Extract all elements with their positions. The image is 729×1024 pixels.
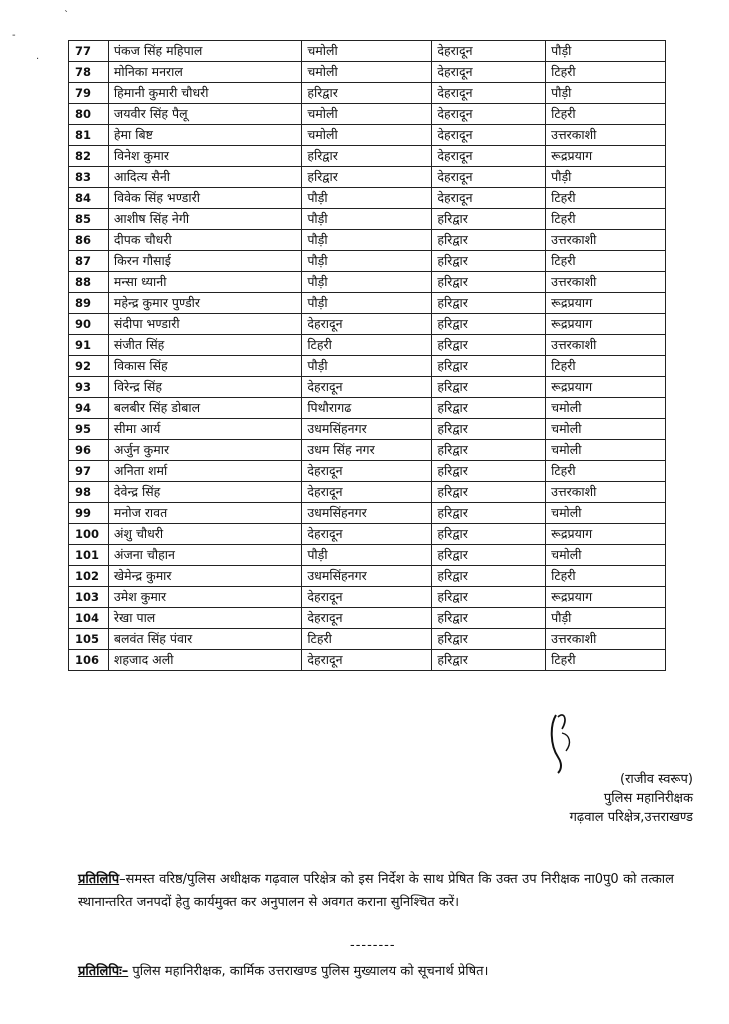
name-cell: देवेन्द्र सिंह (108, 482, 301, 503)
posting-cell: चमोली (546, 503, 666, 524)
posting-cell: टिहरी (546, 566, 666, 587)
serial-cell: 105 (69, 629, 109, 650)
posting-cell: चमोली (546, 440, 666, 461)
name-cell: अनिता शर्मा (108, 461, 301, 482)
district-cell: पौड़ी (302, 251, 432, 272)
copy-label: प्रतिलिपिः– (78, 964, 129, 979)
district-cell: देहरादून (302, 482, 432, 503)
table-row (69, 545, 666, 566)
posting-cell: उत्तरकाशी (546, 230, 666, 251)
serial-cell: 96 (69, 440, 109, 461)
name-cell: हेमा बिष्ट (108, 125, 301, 146)
serial-cell: 95 (69, 419, 109, 440)
signatory-name: (राजीव स्वरूप) (620, 772, 693, 787)
serial-cell: 77 (69, 41, 109, 62)
serial-cell: 85 (69, 209, 109, 230)
serial-cell: 91 (69, 335, 109, 356)
range-cell: देहरादून (432, 125, 546, 146)
table-row (69, 335, 666, 356)
name-cell: दीपक चौधरी (108, 230, 301, 251)
range-cell: हरिद्वार (432, 482, 546, 503)
table-row (69, 188, 666, 209)
district-cell: देहरादून (302, 587, 432, 608)
posting-cell: टिहरी (546, 188, 666, 209)
table-row (69, 293, 666, 314)
range-cell: हरिद्वार (432, 398, 546, 419)
name-cell: विरेन्द्र सिंह (108, 377, 301, 398)
name-cell: खेमेन्द्र कुमार (108, 566, 301, 587)
district-cell: देहरादून (302, 650, 432, 671)
range-cell: हरिद्वार (432, 272, 546, 293)
range-cell: हरिद्वार (432, 209, 546, 230)
district-cell: पौड़ी (302, 272, 432, 293)
posting-cell: टिहरी (546, 62, 666, 83)
posting-cell: रूद्रप्रयाग (546, 587, 666, 608)
posting-cell: चमोली (546, 545, 666, 566)
serial-cell: 97 (69, 461, 109, 482)
posting-cell: उत्तरकाशी (546, 629, 666, 650)
posting-cell: पौड़ी (546, 167, 666, 188)
posting-cell: पौड़ी (546, 608, 666, 629)
table-body (69, 41, 666, 671)
range-cell: हरिद्वार (432, 440, 546, 461)
posting-cell: चमोली (546, 398, 666, 419)
name-cell: रेखा पाल (108, 608, 301, 629)
serial-cell: 80 (69, 104, 109, 125)
table-row (69, 566, 666, 587)
serial-cell: 94 (69, 398, 109, 419)
range-cell: देहरादून (432, 167, 546, 188)
name-cell: सीमा आर्य (108, 419, 301, 440)
range-cell: हरिद्वार (432, 377, 546, 398)
copy-note-1 (78, 868, 674, 914)
name-cell: आशीष सिंह नेगी (108, 209, 301, 230)
scan-speck: ‑ (12, 30, 16, 41)
range-cell: हरिद्वार (432, 566, 546, 587)
district-cell: हरिद्वार (302, 167, 432, 188)
table-row (69, 440, 666, 461)
table-row (69, 146, 666, 167)
posting-cell: टिहरी (546, 650, 666, 671)
range-cell: हरिद्वार (432, 524, 546, 545)
range-cell: हरिद्वार (432, 629, 546, 650)
posting-cell: टिहरी (546, 251, 666, 272)
district-cell: देहरादून (302, 314, 432, 335)
serial-cell: 92 (69, 356, 109, 377)
table-row (69, 62, 666, 83)
posting-cell: रूद्रप्रयाग (546, 293, 666, 314)
district-cell: उधम सिंह नगर (302, 440, 432, 461)
range-cell: देहरादून (432, 83, 546, 104)
copy-text: –समस्त वरिष्ठ/पुलिस अधीक्षक गढ़वाल परिक्षेत्र को इस निर्देश के साथ प्रेषित कि उक्त उप निरीक्षक ना0पु0 को तत्काल स्थानान्तरित जनपदों हेतु कार्यमुक्त कर अनुपालन से अवगत कराना सुनिश्चित करें। (78, 872, 674, 910)
district-cell: देहरादून (302, 461, 432, 482)
table-row (69, 167, 666, 188)
range-cell: हरिद्वार (432, 314, 546, 335)
name-cell: विवेक सिंह भण्डारी (108, 188, 301, 209)
serial-cell: 87 (69, 251, 109, 272)
scan-speck: · (36, 54, 40, 65)
name-cell: उमेश कुमार (108, 587, 301, 608)
range-cell: देहरादून (432, 146, 546, 167)
name-cell: अर्जुन कुमार (108, 440, 301, 461)
district-cell: पौड़ी (302, 209, 432, 230)
name-cell: मनोज रावत (108, 503, 301, 524)
table-row (69, 482, 666, 503)
serial-cell: 88 (69, 272, 109, 293)
district-cell: पौड़ी (302, 545, 432, 566)
copy-note-2 (78, 960, 674, 983)
district-cell: पौड़ी (302, 188, 432, 209)
table-row (69, 587, 666, 608)
serial-cell: 78 (69, 62, 109, 83)
serial-cell: 99 (69, 503, 109, 524)
posting-cell: उत्तरकाशी (546, 335, 666, 356)
serial-cell: 86 (69, 230, 109, 251)
table-row (69, 650, 666, 671)
serial-cell: 93 (69, 377, 109, 398)
name-cell: किरन गौसाई (108, 251, 301, 272)
table-row (69, 461, 666, 482)
serial-cell: 100 (69, 524, 109, 545)
name-cell: आदित्य सैनी (108, 167, 301, 188)
name-cell: अंशु चौधरी (108, 524, 301, 545)
district-cell: उधमसिंहनगर (302, 503, 432, 524)
district-cell: चमोली (302, 125, 432, 146)
serial-cell: 79 (69, 83, 109, 104)
posting-cell: उत्तरकाशी (546, 125, 666, 146)
range-cell: देहरादून (432, 62, 546, 83)
table-row (69, 209, 666, 230)
copy-text: पुलिस महानिरीक्षक, कार्मिक उत्तराखण्ड पुलिस मुख्यालय को सूचनार्थ प्रेषित। (128, 964, 489, 979)
table-row (69, 41, 666, 62)
range-cell: हरिद्वार (432, 230, 546, 251)
name-cell: बलवंत सिंह पंवार (108, 629, 301, 650)
name-cell: संजीत सिंह (108, 335, 301, 356)
signatory-office: गढ़वाल परिक्षेत्र,उत्तराखण्ड (569, 810, 693, 825)
posting-cell: चमोली (546, 419, 666, 440)
district-cell: उधमसिंहनगर (302, 419, 432, 440)
posting-cell: पौड़ी (546, 83, 666, 104)
signatory-designation: पुलिस महानिरीक्षक (603, 791, 693, 806)
table-row (69, 629, 666, 650)
district-cell: देहरादून (302, 524, 432, 545)
posting-cell: उत्तरकाशी (546, 482, 666, 503)
range-cell: हरिद्वार (432, 608, 546, 629)
posting-cell: टिहरी (546, 104, 666, 125)
signature-block (570, 770, 693, 827)
range-cell: हरिद्वार (432, 503, 546, 524)
posting-cell: रूद्रप्रयाग (546, 524, 666, 545)
district-cell: टिहरी (302, 335, 432, 356)
serial-cell: 104 (69, 608, 109, 629)
district-cell: चमोली (302, 41, 432, 62)
serial-cell: 90 (69, 314, 109, 335)
table-row (69, 377, 666, 398)
serial-cell: 84 (69, 188, 109, 209)
table-row (69, 230, 666, 251)
table-row (69, 503, 666, 524)
name-cell: महेन्द्र कुमार पुण्डीर (108, 293, 301, 314)
district-cell: पौड़ी (302, 356, 432, 377)
name-cell: जयवीर सिंह पैलू (108, 104, 301, 125)
range-cell: देहरादून (432, 41, 546, 62)
posting-cell: टिहरी (546, 209, 666, 230)
name-cell: विनेश कुमार (108, 146, 301, 167)
copy-label: प्रतिलिपि (78, 872, 120, 887)
name-cell: मन्सा ध्यानी (108, 272, 301, 293)
range-cell: हरिद्वार (432, 419, 546, 440)
name-cell: संदीपा भण्डारी (108, 314, 301, 335)
name-cell: अंजना चौहान (108, 545, 301, 566)
table-row (69, 83, 666, 104)
district-cell: देहरादून (302, 377, 432, 398)
serial-cell: 102 (69, 566, 109, 587)
range-cell: हरिद्वार (432, 587, 546, 608)
serial-cell: 101 (69, 545, 109, 566)
table-row (69, 251, 666, 272)
table-row (69, 272, 666, 293)
posting-cell: टिहरी (546, 461, 666, 482)
serial-cell: 82 (69, 146, 109, 167)
serial-cell: 81 (69, 125, 109, 146)
posting-cell: उत्तरकाशी (546, 272, 666, 293)
range-cell: हरिद्वार (432, 293, 546, 314)
name-cell: विकास सिंह (108, 356, 301, 377)
district-cell: देहरादून (302, 608, 432, 629)
serial-cell: 103 (69, 587, 109, 608)
district-cell: टिहरी (302, 629, 432, 650)
district-cell: चमोली (302, 62, 432, 83)
table-row (69, 398, 666, 419)
transfer-table (68, 40, 666, 671)
district-cell: चमोली (302, 104, 432, 125)
district-cell: पौड़ी (302, 230, 432, 251)
table-row (69, 356, 666, 377)
table-row (69, 608, 666, 629)
serial-cell: 98 (69, 482, 109, 503)
table-row (69, 125, 666, 146)
range-cell: हरिद्वार (432, 356, 546, 377)
name-cell: पंकज सिंह महिपाल (108, 41, 301, 62)
serial-cell: 106 (69, 650, 109, 671)
name-cell: हिमानी कुमारी चौधरी (108, 83, 301, 104)
district-cell: हरिद्वार (302, 146, 432, 167)
district-cell: उधमसिंहनगर (302, 566, 432, 587)
range-cell: देहरादून (432, 104, 546, 125)
serial-cell: 89 (69, 293, 109, 314)
table-row (69, 314, 666, 335)
handwritten-signature (548, 705, 588, 775)
district-cell: पौड़ी (302, 293, 432, 314)
range-cell: हरिद्वार (432, 251, 546, 272)
range-cell: हरिद्वार (432, 335, 546, 356)
serial-cell: 83 (69, 167, 109, 188)
table-row (69, 419, 666, 440)
posting-cell: रूद्रप्रयाग (546, 314, 666, 335)
name-cell: मोनिका मनराल (108, 62, 301, 83)
posting-cell: टिहरी (546, 356, 666, 377)
table-row (69, 104, 666, 125)
range-cell: हरिद्वार (432, 461, 546, 482)
name-cell: शहजाद अली (108, 650, 301, 671)
separator: -------- (350, 938, 396, 953)
posting-cell: रूद्रप्रयाग (546, 146, 666, 167)
posting-cell: रूद्रप्रयाग (546, 377, 666, 398)
scan-speck: ` (64, 10, 69, 21)
table-row (69, 524, 666, 545)
posting-cell: पौड़ी (546, 41, 666, 62)
district-cell: पिथौरागढ (302, 398, 432, 419)
range-cell: हरिद्वार (432, 650, 546, 671)
range-cell: देहरादून (432, 188, 546, 209)
name-cell: बलबीर सिंह डोबाल (108, 398, 301, 419)
range-cell: हरिद्वार (432, 545, 546, 566)
district-cell: हरिद्वार (302, 83, 432, 104)
